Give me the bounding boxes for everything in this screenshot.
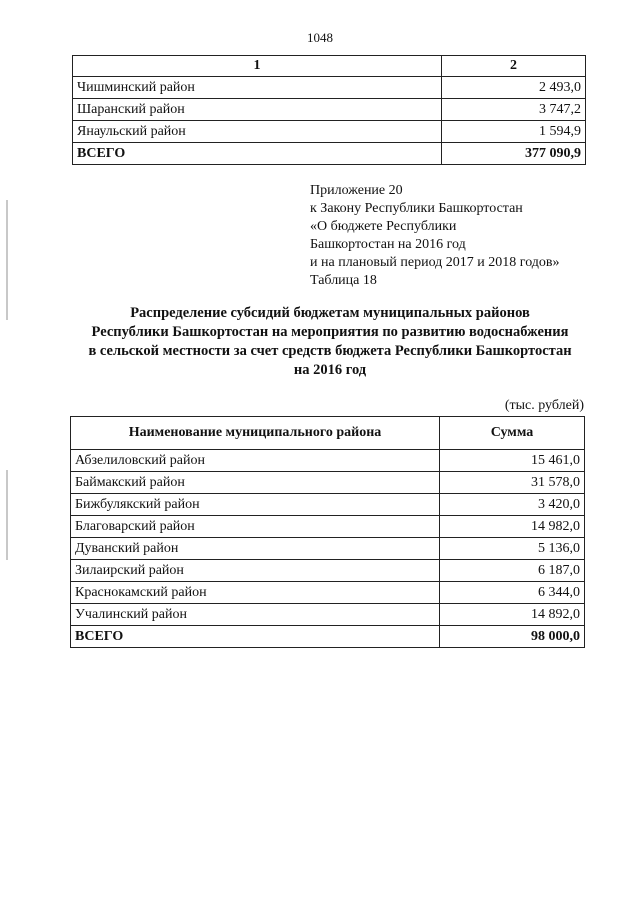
district-amount: 2 493,0 — [442, 77, 586, 99]
annex-line: Таблица 18 — [310, 273, 377, 288]
table-row — [71, 560, 585, 582]
table-row — [73, 99, 586, 121]
page-number: 1048 — [307, 30, 333, 45]
district-name: Зилаирский район — [71, 560, 440, 582]
district-name: Янаульский район — [73, 121, 442, 143]
district-name: Краснокамский район — [71, 582, 440, 604]
district-name: Баймакский район — [71, 472, 440, 494]
district-name: Благоварский район — [71, 516, 440, 538]
district-amount: 14 982,0 — [440, 516, 585, 538]
district-amount: 3 747,2 — [442, 99, 586, 121]
heading-line: на 2016 год — [293, 362, 367, 378]
heading-line: в сельской местности за счет средств бюджета Республики Башкортостан — [88, 343, 572, 359]
total-label: ВСЕГО — [73, 143, 442, 165]
district-amount: 31 578,0 — [440, 472, 585, 494]
annex-block — [310, 182, 560, 290]
district-amount: 6 344,0 — [440, 582, 585, 604]
district-name: Чишминский район — [73, 77, 442, 99]
district-name: Шаранский район — [73, 99, 442, 121]
district-amount: 14 892,0 — [440, 604, 585, 626]
annex-line: и на плановый период 2017 и 2018 годов» — [310, 255, 560, 270]
heading-line: Распределение субсидий бюджетам муниципальных районов — [130, 305, 530, 321]
table-row — [71, 494, 585, 516]
subsidy-table-header-row — [71, 417, 585, 450]
table-row — [71, 516, 585, 538]
district-amount: 1 594,9 — [442, 121, 586, 143]
heading-line: Республики Башкортостан на мероприятия по развитию водоснабжения — [91, 324, 569, 340]
district-amount: 5 136,0 — [440, 538, 585, 560]
scan-margin-mark — [6, 470, 8, 560]
unit-note: (тыс. рублей) — [504, 398, 584, 413]
annex-line: к Закону Республики Башкортостан — [310, 201, 523, 216]
top-table — [72, 55, 586, 165]
header-district-name: Наименование муниципального района — [71, 417, 440, 450]
scan-margin-mark — [6, 200, 8, 320]
subsidy-table — [70, 416, 585, 648]
total-label: ВСЕГО — [71, 626, 440, 648]
district-name: Абзелиловский район — [71, 450, 440, 472]
table-row — [71, 582, 585, 604]
table-row — [73, 121, 586, 143]
table-row — [71, 538, 585, 560]
table-row — [71, 450, 585, 472]
total-row — [73, 143, 586, 165]
top-table-header-row — [73, 56, 586, 77]
total-amount: 98 000,0 — [440, 626, 585, 648]
table-row — [73, 77, 586, 99]
table-row — [71, 472, 585, 494]
district-name: Учалинский район — [71, 604, 440, 626]
district-amount: 3 420,0 — [440, 494, 585, 516]
district-name: Бижбулякский район — [71, 494, 440, 516]
district-amount: 15 461,0 — [440, 450, 585, 472]
annex-line: «О бюджете Республики — [310, 219, 457, 234]
table-row — [71, 604, 585, 626]
annex-line: Башкортостан на 2016 год — [310, 237, 466, 252]
annex-line: Приложение 20 — [310, 183, 403, 198]
total-row — [71, 626, 585, 648]
district-name: Дуванский район — [71, 538, 440, 560]
header-amount: Сумма — [440, 417, 585, 450]
district-amount: 6 187,0 — [440, 560, 585, 582]
document-heading — [60, 304, 600, 380]
top-table-header-col1: 1 — [73, 56, 442, 77]
top-table-header-col2: 2 — [442, 56, 586, 77]
total-amount: 377 090,9 — [442, 143, 586, 165]
